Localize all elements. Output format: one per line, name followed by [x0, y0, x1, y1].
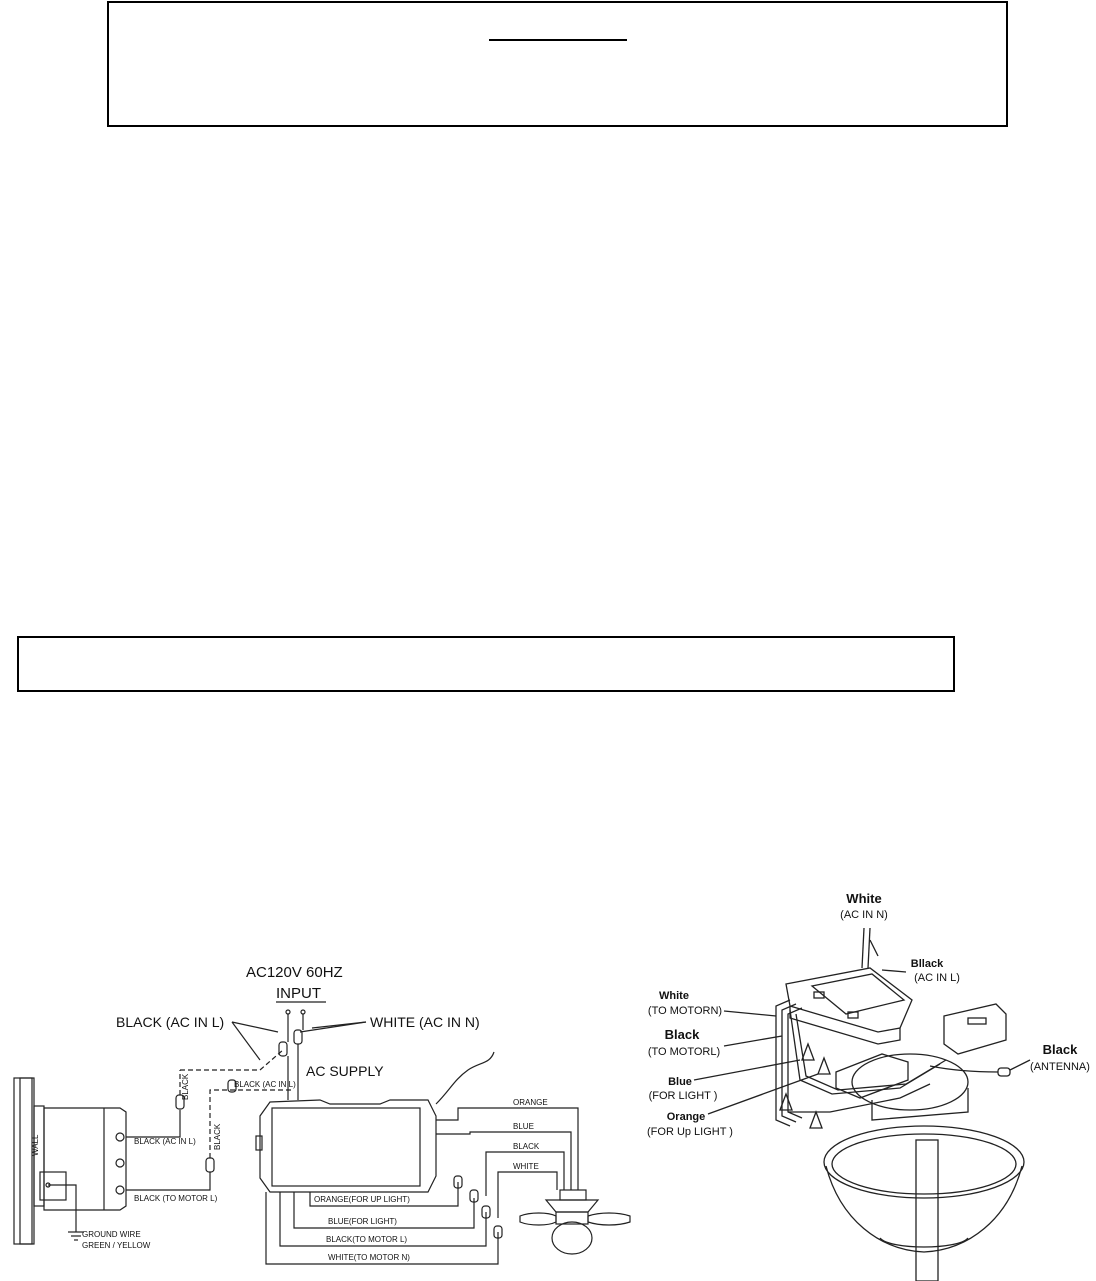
- label-switch-black-to-motor-l: BLACK (TO MOTOR L): [134, 1194, 218, 1203]
- wire-nut-2: [206, 1158, 214, 1172]
- fan-motor: [546, 1200, 598, 1212]
- wire-nut-d: [810, 1112, 822, 1128]
- label-white-ac-in-sub: (AC IN N): [840, 909, 888, 921]
- label-orange-sub: (FOR Up LIGHT ): [647, 1126, 733, 1138]
- label-black-to-motor-sub: (TO MOTORL): [647, 1046, 721, 1058]
- terminal-1: [116, 1133, 124, 1141]
- label-orange: Orange: [666, 1111, 706, 1123]
- label-wall: WALL: [31, 1134, 40, 1156]
- label-blue-sub: (FOR LIGHT ): [648, 1090, 718, 1102]
- fan-blade-right: [588, 1213, 630, 1225]
- leader-orange: [708, 1074, 818, 1114]
- wall-plate: [14, 1078, 32, 1244]
- leader-black-motor: [724, 1036, 782, 1046]
- wire-switch-ac-in-l: [126, 1110, 180, 1137]
- wire-nut-a: [802, 1044, 814, 1060]
- switch-box: [44, 1108, 126, 1210]
- label-white-ac-in-n: WHITE (AC IN N): [370, 1014, 480, 1030]
- label-black-ac-in-l: BLACK (AC IN L): [116, 1014, 225, 1030]
- hanger-bracket: [944, 1004, 1006, 1054]
- leader-white-2: [312, 1022, 366, 1028]
- label-white-to-motor-n: WHITE(TO MOTOR N): [328, 1253, 410, 1262]
- canopy-bowl: [826, 1166, 1022, 1252]
- wire-blue-up: [436, 1132, 571, 1190]
- wire-dashed-2: [180, 1050, 283, 1070]
- left-diagram-labels: [31, 964, 548, 1262]
- label-blue: Blue: [668, 1076, 692, 1088]
- receiver-face: [812, 974, 904, 1014]
- leader-black-ac: [882, 970, 906, 972]
- label-antenna: Black: [1042, 1042, 1078, 1057]
- label-black-to-motor-l: BLACK(TO MOTOR L): [326, 1235, 408, 1244]
- bracket-slot: [968, 1018, 986, 1024]
- leader-blue: [694, 1060, 800, 1080]
- fan-blade-left: [520, 1213, 556, 1225]
- label-white-to-motor: White: [659, 990, 689, 1002]
- label-black-ac-in: Bllack: [910, 958, 944, 970]
- ground-wire: [48, 1185, 76, 1232]
- label-orange-for-up-light: ORANGE(FOR UP LIGHT): [314, 1195, 410, 1204]
- label-white-ac-in: White: [846, 891, 882, 906]
- receiver-face: [272, 1108, 420, 1186]
- label-blue: BLUE: [513, 1122, 534, 1131]
- label-black-vertical-1: BLACK: [181, 1073, 190, 1100]
- label-white: WHITE: [513, 1162, 539, 1171]
- label-blue-for-light: BLUE(FOR LIGHT): [328, 1217, 397, 1226]
- canopy-rim-inner: [832, 1134, 1016, 1194]
- wire-nut-b: [818, 1058, 830, 1074]
- label-small-black-ac-in-l: BLACK (AC IN L): [234, 1080, 296, 1089]
- wire-switch-to-motor: [126, 1172, 210, 1190]
- label-switch-black-ac-in-l: BLACK (AC IN L): [134, 1137, 196, 1146]
- wire-run-2: [796, 1014, 946, 1090]
- label-orange: ORANGE: [513, 1098, 548, 1107]
- label-black-ac-in-sub: (AC IN L): [914, 972, 960, 984]
- power-subtitle: INPUT: [276, 985, 321, 1002]
- label-black-vertical-2: BLACK: [213, 1123, 222, 1150]
- mounting-bracket-side: [872, 1088, 968, 1120]
- receiver-body: [260, 1100, 436, 1192]
- leader-white-motor: [724, 1011, 776, 1016]
- canopy-rim: [824, 1126, 1024, 1198]
- label-ground-colors: GREEN / YELLOW: [82, 1241, 151, 1250]
- input-terminal-l: [286, 1010, 290, 1014]
- input-wire-branch: [870, 940, 878, 956]
- input-terminal-n: [301, 1010, 305, 1014]
- input-wire-black: [868, 928, 870, 968]
- receiver-tab: [256, 1136, 262, 1150]
- label-black: BLACK: [513, 1142, 540, 1151]
- downrod: [916, 1140, 938, 1281]
- antenna-wire: [436, 1052, 494, 1104]
- label-ac-supply: AC SUPPLY: [306, 1063, 384, 1079]
- wire-nut-4: [279, 1042, 287, 1056]
- left-wiring-diagram: [14, 1010, 630, 1264]
- label-ground-wire: GROUND WIRE: [82, 1230, 141, 1239]
- wire-bundle-3: [788, 1008, 802, 1118]
- receiver-side: [790, 1006, 900, 1044]
- antenna-tip: [998, 1068, 1010, 1076]
- fan-light-globe: [552, 1222, 592, 1254]
- leader-antenna: [1010, 1060, 1030, 1070]
- label-white-to-motor-sub: (TO MOTORN): [647, 1005, 723, 1017]
- fan-canopy-top: [560, 1190, 586, 1200]
- power-title: AC120V 60HZ: [246, 964, 343, 981]
- wire-dashed-3: [210, 1090, 292, 1158]
- terminal-2: [116, 1159, 124, 1167]
- antenna-wire: [930, 1066, 998, 1072]
- input-wire-white: [862, 928, 864, 968]
- label-antenna-sub: (ANTENNA): [1030, 1061, 1090, 1073]
- terminal-3: [116, 1186, 124, 1194]
- wire-run-1: [790, 1010, 940, 1094]
- wire-white-up: [498, 1172, 557, 1218]
- right-wiring-diagram: [694, 928, 1030, 1281]
- label-black-to-motor: Black: [664, 1027, 700, 1042]
